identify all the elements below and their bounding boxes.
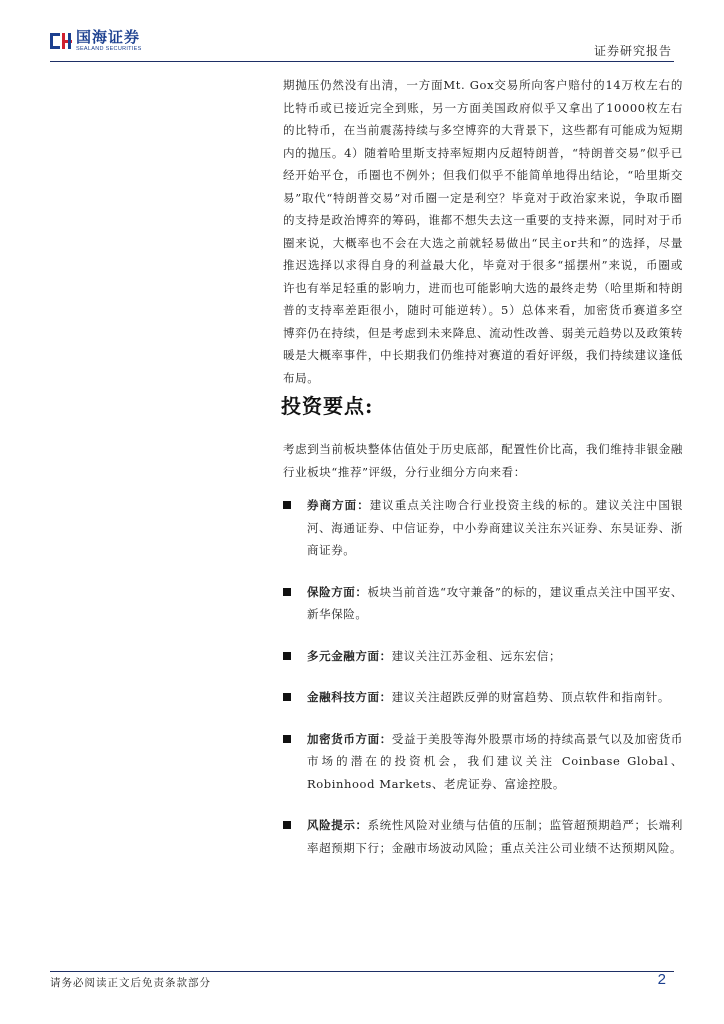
- bullet-square-icon: [283, 652, 291, 660]
- bullet-text: 系统性风险对业绩与估值的压制；监管超预期趋严；长端利率超预期下行；金融市场波动风险；重点关注公司业绩不达预期风险。: [307, 818, 683, 855]
- bullet-text: 受益于美股等海外股票市场的持续高景气以及加密货币市场的潜在的投资机会，我们建议关注 Coinbase Global、Robinhood Markets、老虎证券、富途控股。: [307, 731, 684, 791]
- bullet-label: 券商方面：: [307, 498, 370, 512]
- logo-icon: [50, 31, 72, 51]
- page-header: [0, 0, 724, 62]
- report-type-label: 证券研究报告: [593, 44, 672, 58]
- bullet-text: 建议重点关注吻合行业投资主线的标的。建议关注中国银河、海通证券、中信证券，中小券商建议关注东兴证券、东吴证券、浙商证券。: [307, 498, 684, 557]
- bullet-text: 建议关注江苏金租、远东宏信；: [391, 648, 562, 663]
- page-number: 2: [657, 971, 666, 988]
- bullet-square-icon: [283, 735, 291, 743]
- footer-divider: [50, 971, 674, 972]
- logo-english-name: SEALAND SECURITIES: [76, 46, 142, 52]
- bullet-label: 金融科技方面：: [307, 690, 392, 704]
- bullet-square-icon: [283, 501, 291, 509]
- bullet-text: 建议关注超跌反弹的财富趋势、顶点软件和指南针。: [391, 690, 671, 704]
- bullet-square-icon: [283, 588, 291, 596]
- header-divider: [50, 61, 674, 62]
- list-item-fintech: [283, 686, 683, 709]
- bullet-square-icon: [283, 693, 291, 701]
- recommendation-list: [283, 494, 683, 878]
- bullet-label: 风险提示：: [307, 818, 368, 832]
- bullet-label: 保险方面：: [307, 584, 368, 599]
- list-item-insurance: [283, 581, 683, 626]
- body-paragraph: 期抛压仍然没有出清，一方面Mt. Gox交易所向客户赔付的14万枚左右的比特币或已接近完全到账，另一方面美国政府似乎又拿出了10000枚左右的比特币，在当前震荡持续与多空博弈的大背景下，这些都有可能成为短期内的抛压。4）随着哈里斯支持率短期内反超特朗普，“特朗普交易”似乎已经开始平仓，币圈也不例外；但我们似乎不能简单地得出结论，“哈里斯交易”取代“特朗普交易”对币圈一定是利空？毕竟对于政治家来说，争取币圈的支持是政治博弈的筹码，谁都不想失去这一重要的支持来源，同时对于币圈来说，大概率也不会在大选之前就轻易做出“民主or共和”的选择，尽量推迟选择以求得自身的利益最大化，毕竟对于很多“摇摆州”来说，币圈或许也有举足轻重的影响力，进而也可能影响大选的最终走势（哈里斯和特朗普的支持率差距很小，随时可能逆转）。5）总体来看，加密货币赛道多空博弈仍在持续，但是考虑到未来降息、流动性改善、弱美元趋势以及政策转暖是大概率事件，中长期我们仍维持对赛道的看好评级，我们持续建议逢低布局。: [283, 78, 683, 385]
- company-logo: [50, 30, 142, 53]
- bullet-text: 板块当前首选“攻守兼备”的标的，建议重点关注中国平安、新华保险。: [307, 584, 683, 621]
- logo-chinese-name: 国海证券: [76, 28, 141, 46]
- bullet-square-icon: [283, 821, 291, 829]
- list-item-crypto: [283, 728, 683, 796]
- list-item-diversified-finance: [283, 645, 683, 668]
- section-title: 投资要点:: [281, 394, 374, 418]
- intro-paragraph: 考虑到当前板块整体估值处于历史底部，配置性价比高，我们维持非银金融行业板块“推荐”评级，分行业细分方向来看：: [283, 442, 683, 479]
- bullet-label: 多元金融方面：: [307, 648, 392, 663]
- disclaimer-note: 请务必阅读正文后免责条款部分: [50, 977, 211, 989]
- bullet-label: 加密货币方面：: [307, 731, 392, 746]
- list-item-brokerage: [283, 494, 683, 562]
- list-item-risk-warning: [283, 814, 683, 859]
